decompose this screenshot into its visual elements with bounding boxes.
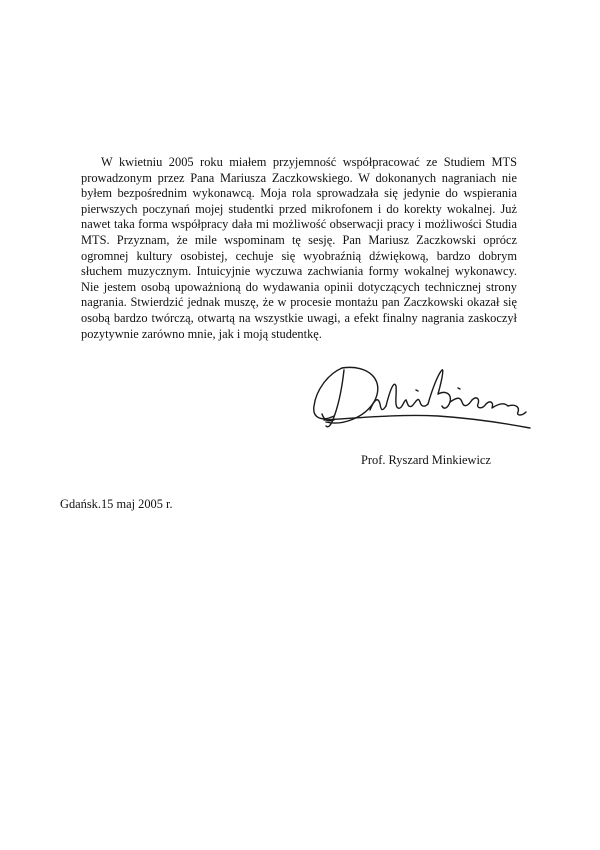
letter-body-text: W kwietniu 2005 roku miałem przyjemność współpracować ze Studiem MTS prowadzonym przez Pana Mariusza Zaczkowskiego. W dokonanych nagraniach nie byłem bezpośrednim wykonawcą. Moja rola sprowadzała się jedynie do wspierania pierwszych poczynań mojej studentki przed mikrofonem i do korekty wokalnej. Już nawet taka forma współpracy dała mi możliwość obserwacji pracy i możliwości Studia MTS. Przyznam, że mile wspominam tę sesję. Pan Mariusz Zaczkowski oprócz ogromnej kultury osobistej, cechuje się wyobraźnią dźwiękową, bardzo dobrym słuchem muzycznym. Intuicyjnie wyczuwa zachwiania formy wokalnej wykonawcy. Nie jestem osobą upoważnioną do wydawania opinii dotyczących technicznej strony nagrania. Stwierdzić jednak muszę, że w procesie montażu pan Zaczkowski okazał się osobą bardzo twórczą, otwartą na wszystkie uwagi, a efekt finalny nagrania zaskoczył pozytywnie zarówno mnie, jak i moją studentkę. (81, 155, 517, 341)
letter-body (81, 155, 517, 342)
place-date: Gdańsk.15 maj 2005 r. (60, 497, 173, 511)
handwritten-signature (308, 360, 534, 438)
signer-name: Prof. Ryszard Minkiewicz (361, 453, 491, 467)
